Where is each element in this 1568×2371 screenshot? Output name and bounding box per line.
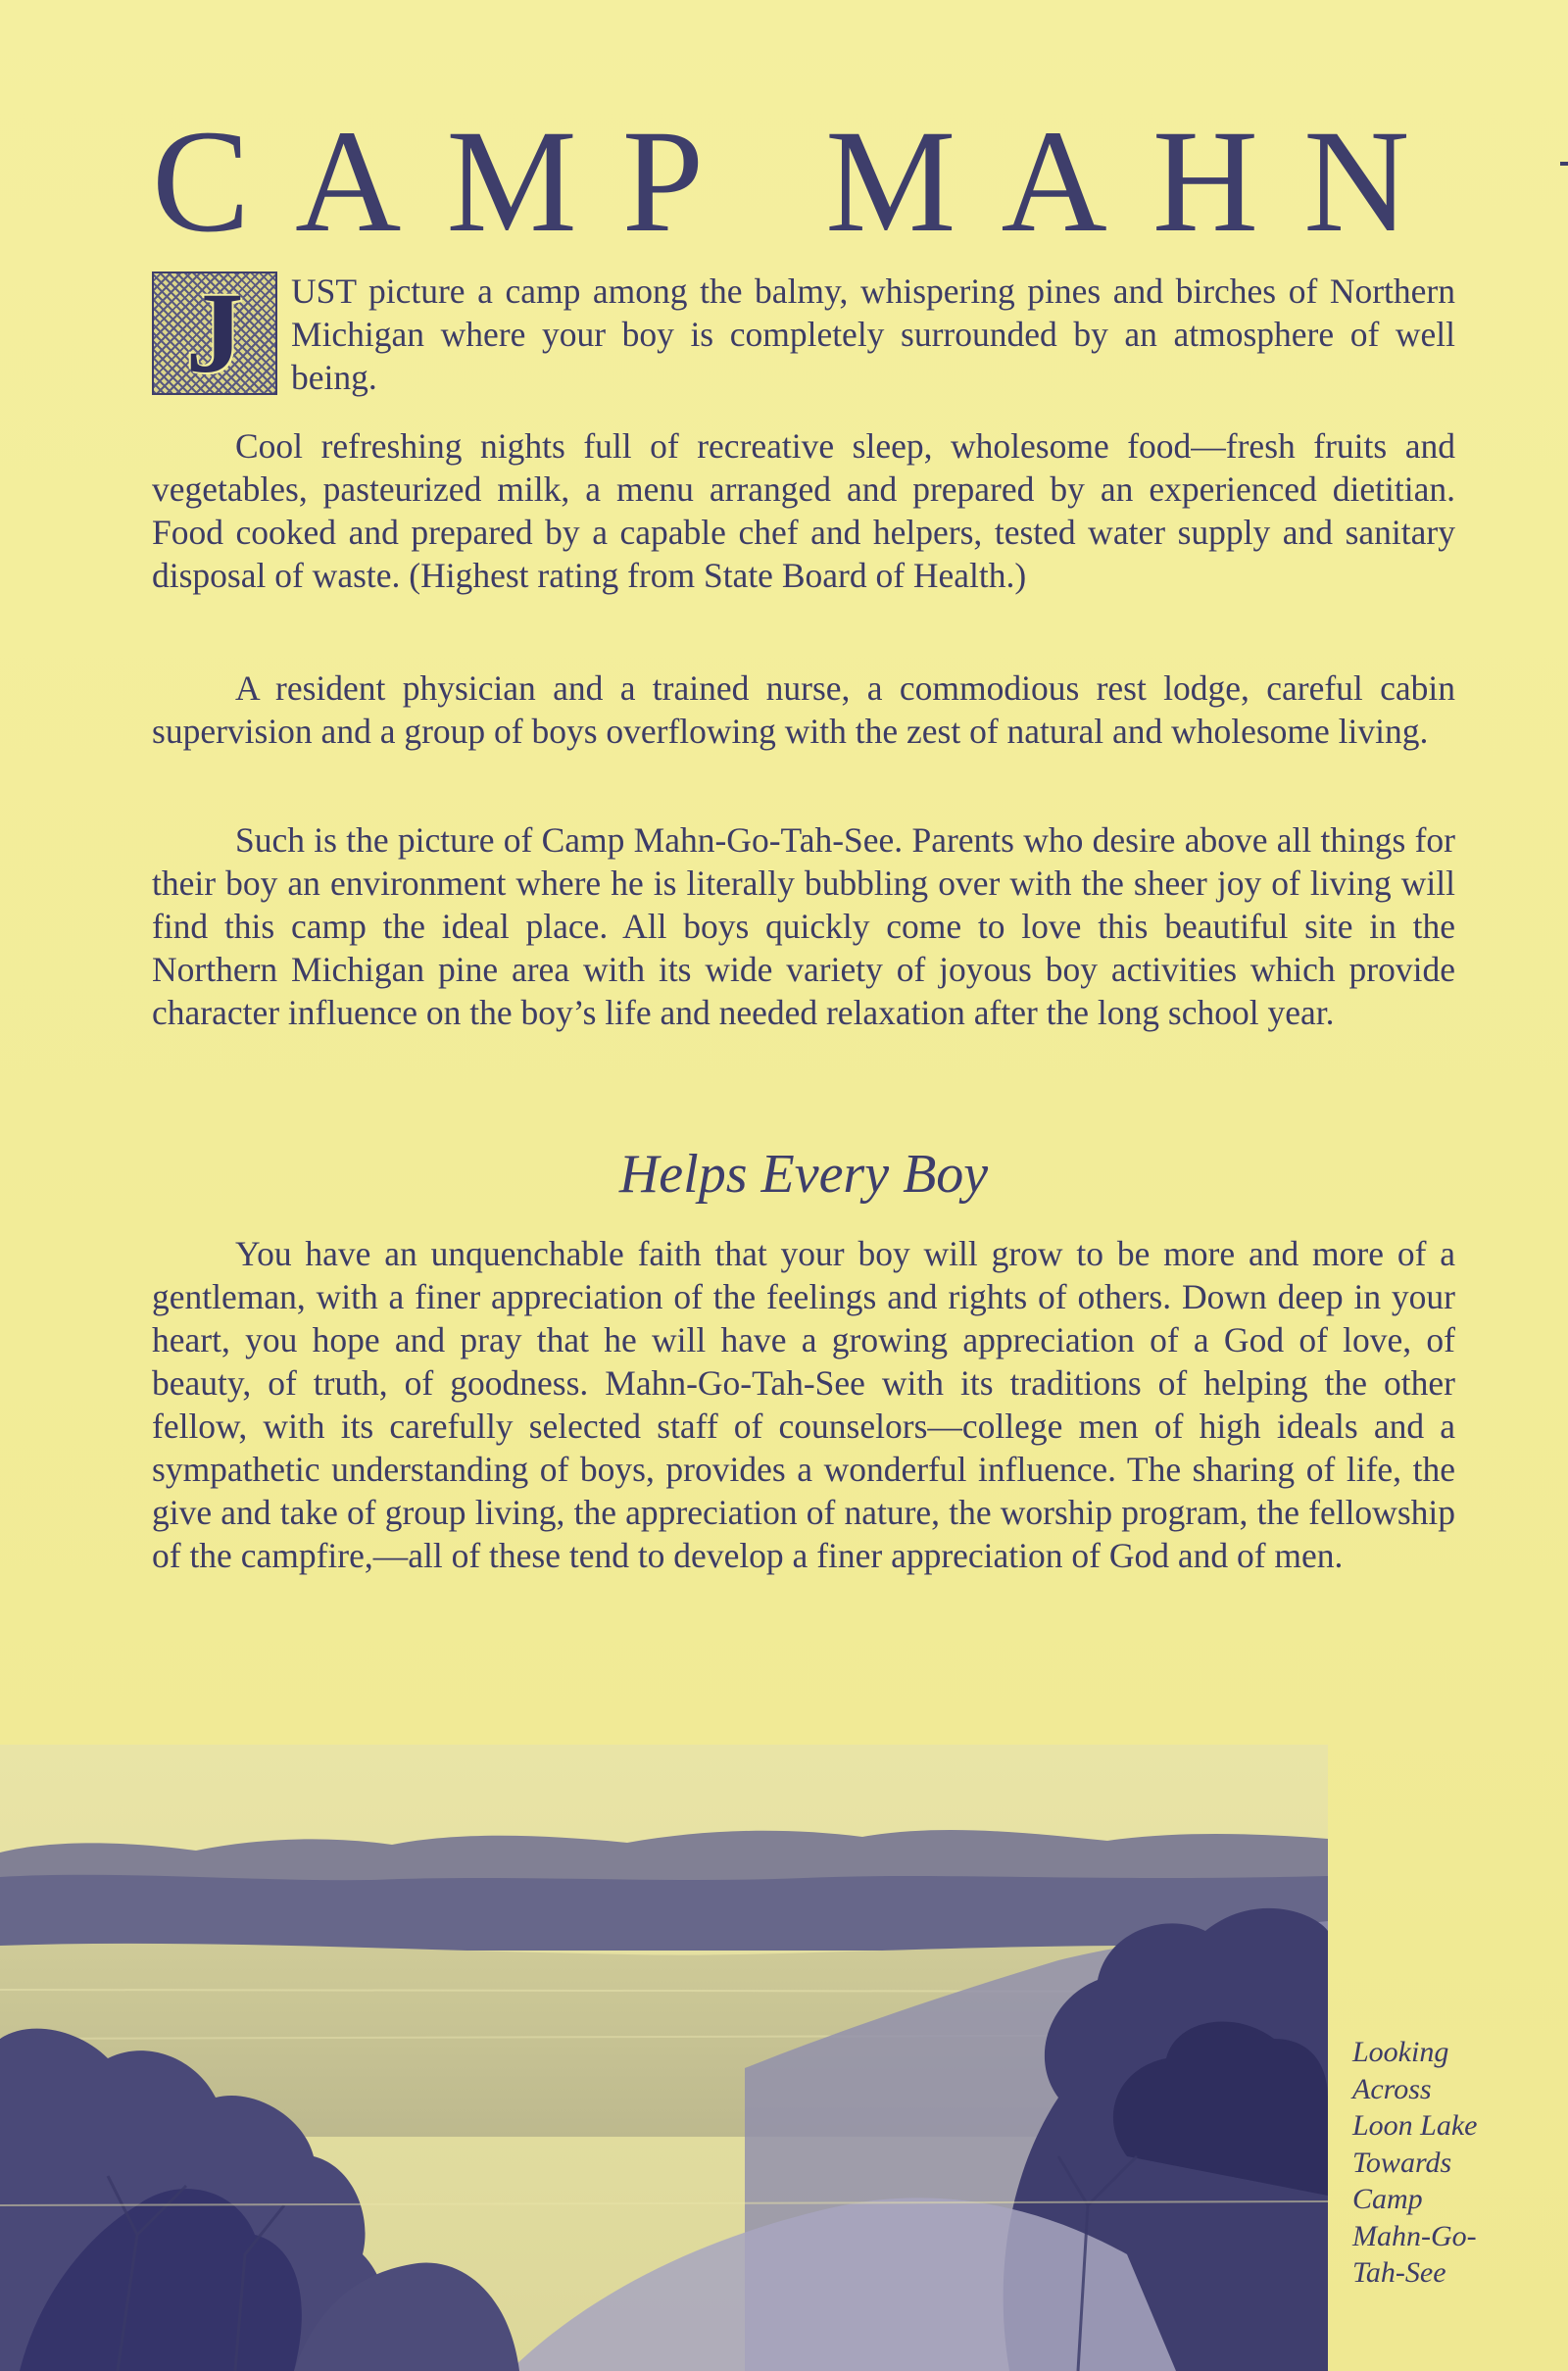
page-title: CAMP MAHN	[152, 108, 1455, 255]
section-heading: Helps Every Boy	[618, 1144, 989, 1205]
paragraph-text: Cool refreshing nights full of recreative sleep, wholesome food—fresh fruits and vegetables, pasteurized milk, a menu arranged and prepared by an experienced dietitian. Food cooked and prepared by a capable chef and helpers, tested water supply and sanitary disposal of waste. (Highest rating from State Board of Health.)	[152, 426, 1455, 595]
lake-photograph	[0, 1745, 1328, 2371]
caption-line: Tah-See	[1352, 2256, 1446, 2289]
ornamental-drop-cap	[152, 269, 277, 397]
caption-line: Looking	[1352, 2036, 1449, 2068]
intro-text: UST picture a camp among the balmy, whispering pines and birches of Northern Michigan where your boy is completely surrounded by an atmosphere of well being.	[291, 272, 1455, 397]
drop-cap-letter: J	[185, 269, 244, 397]
section-text: You have an unquenchable faith that your boy will grow to be more and more of a gentleman, with a finer appreciation of the feelings and rights of others. Down deep in your heart, you hope and pray that he will have a growing appreciation of a God of love, of beauty, of truth, of goodness. Mahn-Go-Tah-See with its traditions of helping the other fellow, with its carefully selected staff of counselors—college men of high ideals and a sympathetic understanding of boys, provides a wonderful influence. The sharing of life, the give and take of group living, the appreciation of nature, the worship program, the fellowship of the campfire,—all of these tend to develop a finer appreciation of God and of men.	[152, 1234, 1455, 1575]
paragraph	[152, 424, 1455, 597]
caption-line: Camp	[1352, 2183, 1423, 2215]
photo-caption	[1352, 2034, 1563, 2292]
paragraph	[152, 818, 1455, 1034]
caption-line: Towards	[1352, 2146, 1452, 2179]
section-paragraph	[152, 1232, 1455, 1577]
paragraph-text: Such is the picture of Camp Mahn-Go-Tah-See. Parents who desire above all things for their boy an environment where he is literally bubbling over with the sheer joy of living will find this camp the ideal place. All boys quickly come to love this beautiful site in the Northern Michigan pine area with its wide variety of joyous boy activities which provide character influence on the boy’s life and needed relaxation after the long school year.	[152, 820, 1455, 1032]
caption-line: Mahn-Go-	[1352, 2219, 1477, 2252]
caption-line: Across	[1352, 2072, 1432, 2105]
caption-line: Loon Lake	[1352, 2109, 1478, 2142]
intro-paragraph	[152, 270, 1455, 399]
title-hyphen-fragment	[1560, 162, 1568, 166]
paragraph	[152, 667, 1455, 753]
paragraph-text: A resident physician and a trained nurse, a commodious rest lodge, careful cabin supervision and a group of boys overflowing with the zest of natural and wholesome living.	[152, 668, 1455, 751]
